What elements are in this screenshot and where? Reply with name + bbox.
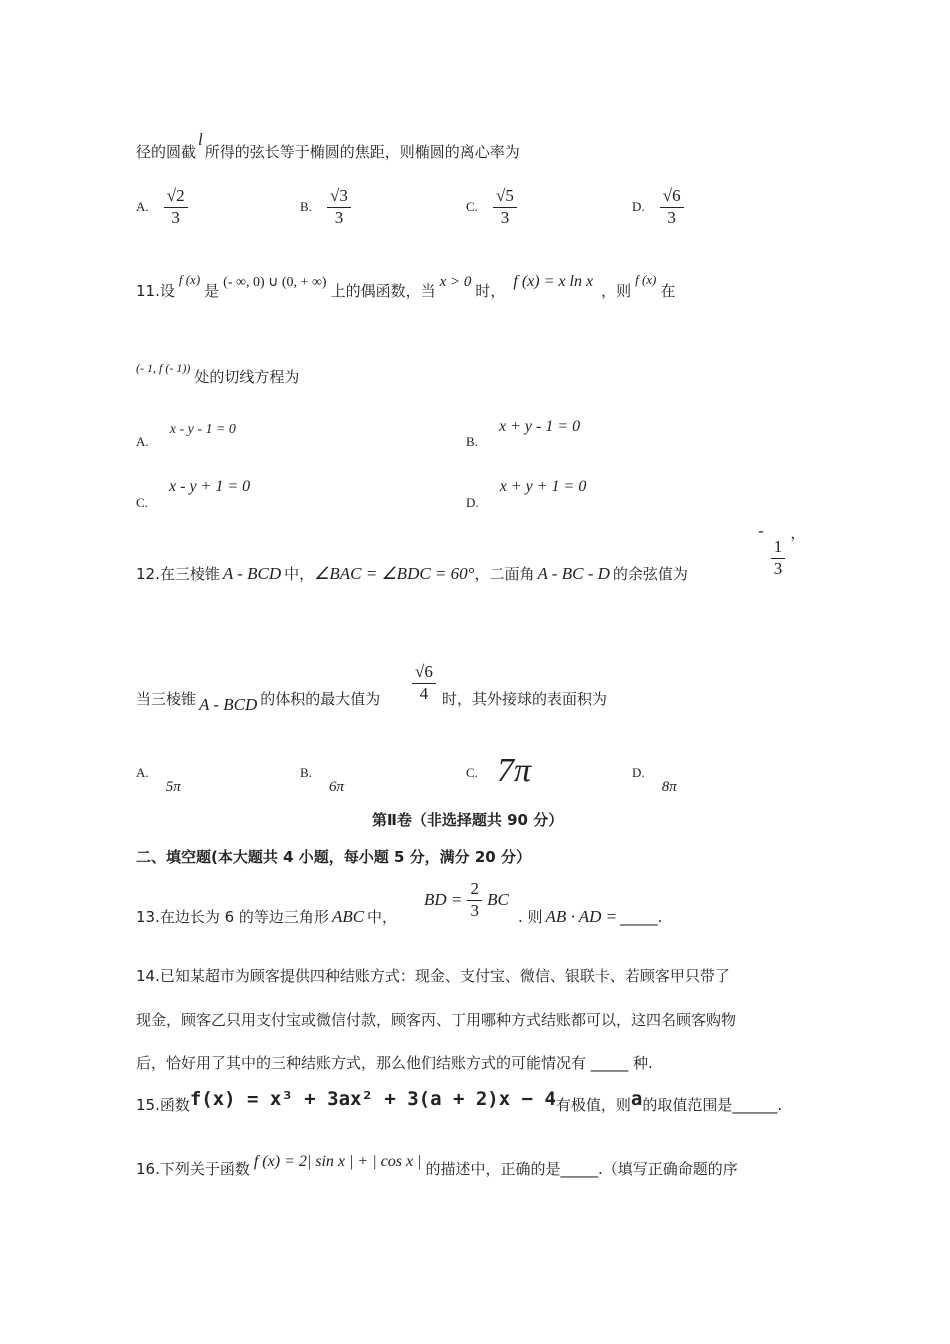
q11-option-d[interactable]	[466, 476, 587, 510]
q11-function: f (x)	[178, 272, 201, 287]
question-12-text-end	[442, 688, 607, 709]
q10-option-c[interactable]	[466, 187, 517, 227]
q12-pyramid: A - BCD	[222, 564, 282, 583]
answer-blank[interactable]: _____.	[620, 908, 663, 926]
question-12-text-cont	[136, 688, 381, 714]
option-value: 5π	[165, 779, 181, 795]
fraction-denominator: 3	[334, 207, 344, 227]
q12-volume-fraction	[412, 662, 436, 703]
option-fraction	[493, 187, 517, 227]
q12-text: ，	[790, 524, 806, 542]
q11-text: 上的偶函数，当	[330, 282, 436, 300]
option-letter: D.	[632, 765, 645, 780]
q13-dot-product: AB · AD =	[545, 907, 618, 926]
option-letter: D.	[632, 199, 645, 215]
q10-option-d[interactable]	[632, 187, 684, 227]
q10-option-b[interactable]	[300, 187, 351, 227]
q13-label: 13.在边长为 6 的等边三角形	[136, 908, 329, 926]
section-subtitle: 二、填空题(本大题共 4 小题，每小题 5 分，满分 20 分）	[136, 848, 531, 866]
q11-option-c[interactable]	[136, 476, 251, 510]
q13-text: 中，	[367, 908, 398, 926]
q11-option-b[interactable]	[466, 416, 581, 449]
q10-suffix: 所得的弦长等于椭圆的焦距，则椭圆的离心率为	[204, 143, 520, 161]
q10-var-l: l	[198, 130, 203, 149]
option-value: 6π	[329, 779, 345, 795]
q15-variable: a	[630, 1088, 643, 1110]
q11-text: 时，	[475, 282, 506, 300]
section-title: 第Ⅱ卷（非选择题共 90 分）	[372, 811, 564, 829]
option-letter: B.	[300, 765, 312, 780]
option-letter: C.	[136, 495, 148, 510]
q12-dihedral: A - BC - D	[537, 564, 610, 583]
question-13-text	[136, 906, 397, 927]
q15-text: 有极值，则	[555, 1096, 631, 1114]
q12-option-c[interactable]	[466, 752, 531, 790]
cosine-fraction	[771, 538, 786, 578]
fraction-numerator: 2	[467, 880, 482, 901]
q13-text: . 则	[518, 908, 543, 926]
q15-expression: f(x) = x³ + 3ax² + 3(a + 2)x − 4	[189, 1088, 556, 1110]
option-fraction	[327, 187, 351, 227]
q11-function: f (x)	[635, 272, 657, 287]
q16-label: 16.下列关于函数	[136, 1160, 250, 1178]
q12-pyramid: A - BCD	[199, 695, 258, 714]
question-11-text-cont	[136, 361, 300, 387]
q11-text: 处的切线方程为	[194, 368, 300, 386]
fraction-denominator: 4	[419, 683, 429, 703]
q11-point: (- 1, f (- 1))	[136, 361, 191, 375]
q12-option-d[interactable]	[632, 762, 677, 795]
fraction-numerator: √3	[327, 187, 351, 208]
fraction-numerator: √5	[493, 187, 517, 208]
fraction-numerator: √6	[412, 663, 436, 684]
minus-sign: -	[758, 521, 764, 540]
option-letter: C.	[466, 765, 478, 780]
question-11-text	[136, 272, 676, 301]
q12-label: 12.在三棱锥	[136, 565, 220, 583]
q15-text: 的取值范围是______.	[642, 1096, 783, 1114]
q13-fraction	[467, 880, 482, 920]
q12-text: 当三棱锥	[136, 690, 197, 708]
question-14-line-1: 14.已知某超市为顾客提供四种结账方式：现金、支付宝、微信、银联卡、若顾客甲只带了	[136, 967, 730, 985]
fraction-denominator: 3	[500, 207, 510, 227]
question-12-text	[136, 563, 688, 584]
fraction-numerator: √2	[164, 187, 188, 208]
q13-vector-equation	[424, 880, 509, 920]
q11-domain: (- ∞, 0) ∪ (0, + ∞)	[223, 275, 327, 290]
option-equation: x - y - 1 = 0	[169, 422, 236, 437]
option-letter: B.	[300, 199, 312, 215]
option-value: 8π	[661, 779, 677, 795]
q10-prefix: 径的圆截	[136, 143, 197, 161]
fraction-denominator: 3	[171, 207, 180, 227]
q11-label: 11.设	[136, 282, 175, 300]
option-letter: A.	[136, 199, 149, 215]
option-fraction	[660, 187, 684, 227]
option-value: 7π	[497, 752, 532, 789]
option-letter: C.	[466, 199, 478, 215]
q11-option-a[interactable]	[136, 418, 236, 449]
q12-text: 的余弦值为	[612, 565, 688, 583]
question-16-text	[136, 1153, 738, 1179]
q12-text: 的体积的最大值为	[260, 690, 381, 708]
option-letter: D.	[466, 495, 479, 510]
question-13-text-end	[518, 906, 662, 927]
q16-expression: f (x) = 2| sin x | + | cos x |	[253, 1153, 422, 1170]
q11-condition: x > 0	[439, 274, 472, 290]
fraction-denominator: 3	[470, 900, 479, 920]
option-equation: x + y + 1 = 0	[499, 478, 587, 495]
question-14-line-2: 现金，顾客乙只用支付宝或微信付款，顾客丙、丁用哪种方式结账都可以，这四名顾客购物	[136, 1011, 737, 1029]
fraction-numerator: 1	[771, 538, 786, 559]
q12-option-a[interactable]	[136, 762, 181, 795]
q11-text: 在	[660, 282, 676, 300]
q11-expression: f (x) = x ln x	[513, 273, 594, 290]
q12-text: 中，	[284, 565, 315, 583]
q11-text: ，则	[601, 282, 632, 300]
option-fraction	[164, 187, 188, 227]
option-letter: A.	[136, 765, 149, 780]
q16-text: 的描述中，正确的是_____.（填写正确命题的序	[425, 1160, 738, 1178]
q13-rhs: BC	[487, 890, 509, 910]
q13-lhs: BD =	[424, 890, 463, 910]
question-10-text	[136, 130, 520, 162]
q10-option-a[interactable]	[136, 187, 188, 227]
q12-angles: ∠BAC = ∠BDC = 60°	[314, 564, 475, 583]
option-letter: B.	[466, 434, 478, 449]
fraction-denominator: 3	[773, 558, 783, 578]
q12-text: ，二面角	[474, 565, 535, 583]
q12-option-b[interactable]	[300, 762, 345, 795]
volume-fraction	[412, 663, 436, 703]
question-15-text	[136, 1088, 783, 1115]
option-letter: A.	[136, 434, 149, 449]
q12-cosine-value	[758, 521, 806, 578]
option-equation: x + y - 1 = 0	[499, 418, 581, 435]
q12-text: 时，其外接球的表面积为	[442, 690, 608, 708]
q11-text: 是	[204, 282, 220, 300]
option-equation: x - y + 1 = 0	[169, 478, 251, 495]
fraction-denominator: 3	[667, 207, 676, 227]
question-14-line-3: 后，恰好用了其中的三种结账方式，那么他们结账方式的可能情况有 _____ 种.	[136, 1054, 653, 1072]
q15-label: 15.函数	[136, 1096, 190, 1114]
fraction-numerator: √6	[660, 187, 684, 208]
q13-triangle: ABC	[331, 907, 365, 926]
